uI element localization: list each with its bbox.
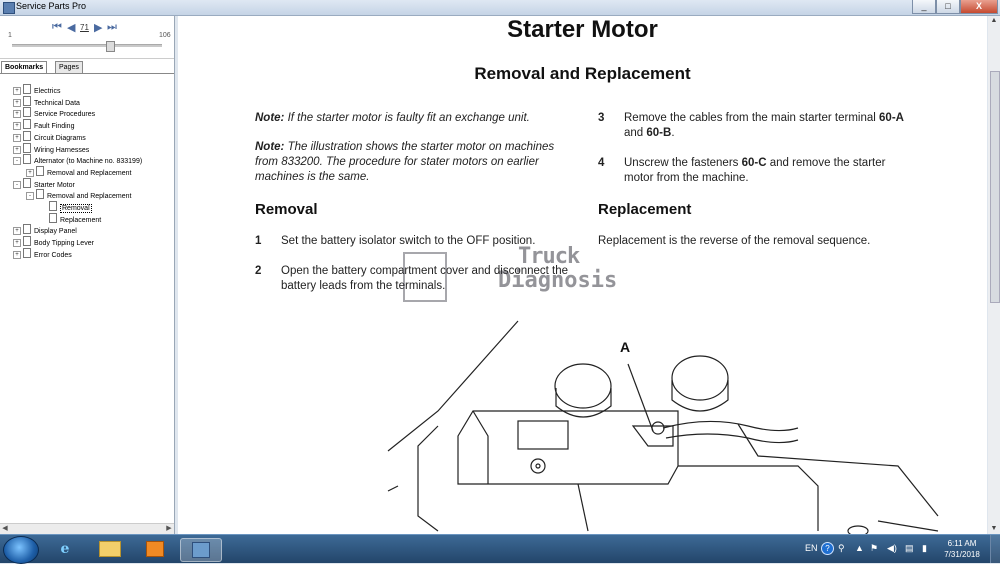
- app-icon: [3, 2, 15, 14]
- clock-time: 6:11 AM: [947, 539, 977, 548]
- min-page-label: 1: [8, 32, 12, 39]
- expand-icon[interactable]: +: [13, 110, 21, 118]
- tree-item[interactable]: [39, 201, 92, 212]
- tab-pages[interactable]: Pages: [55, 61, 83, 73]
- step-1: 1 Set the battery isolator switch to the OFF position.: [255, 235, 536, 247]
- previous-page-icon[interactable]: ◀: [67, 22, 76, 34]
- expand-icon[interactable]: +: [13, 251, 21, 259]
- show-desktop-button[interactable]: [990, 535, 1000, 563]
- last-page-icon[interactable]: ⏭: [107, 21, 117, 33]
- document-icon: [23, 107, 31, 117]
- tree-item-label: Fault Finding: [34, 123, 75, 131]
- expand-icon[interactable]: +: [26, 169, 34, 177]
- scroll-up-icon[interactable]: ▲: [990, 17, 998, 24]
- close-button[interactable]: X: [960, 0, 998, 14]
- watermark-line-2: Diagnosis: [498, 268, 618, 293]
- expand-icon[interactable]: +: [13, 122, 21, 130]
- tree-item-label: Error Codes: [34, 251, 72, 259]
- clock-date: 7/31/2018: [944, 550, 980, 559]
- replacement-text: Replacement is the reverse of the removal sequence.: [598, 235, 871, 247]
- start-button[interactable]: [3, 536, 39, 564]
- removal-heading: Removal: [255, 201, 318, 218]
- expand-icon[interactable]: +: [13, 227, 21, 235]
- tab-bookmarks[interactable]: Bookmarks: [1, 61, 47, 73]
- file-explorer-icon[interactable]: [90, 538, 130, 560]
- tree-item[interactable]: [13, 143, 89, 154]
- tree-item-label: Circuit Diagrams: [34, 134, 86, 142]
- navigation-panel: [0, 16, 175, 534]
- panel-tabs: [0, 61, 174, 74]
- tree-item-label: Removal and Replacement: [47, 169, 132, 177]
- watermark-line-1: Truck: [518, 244, 580, 269]
- tree-item[interactable]: [26, 166, 131, 177]
- next-page-icon[interactable]: ▶: [94, 22, 103, 34]
- expand-icon[interactable]: +: [13, 87, 21, 95]
- volume-icon[interactable]: ◀): [887, 543, 897, 553]
- tree-item-label: Removal and Replacement: [47, 193, 132, 201]
- media-player-icon[interactable]: [135, 538, 175, 560]
- first-page-icon[interactable]: ⏮: [52, 21, 62, 33]
- document-icon: [23, 131, 31, 141]
- document-icon: [23, 178, 31, 188]
- document-icon: [23, 96, 31, 106]
- expand-icon[interactable]: +: [13, 239, 21, 247]
- tree-item[interactable]: [13, 131, 86, 142]
- document-icon: [23, 224, 31, 234]
- tree-item-label: Display Panel: [34, 228, 77, 236]
- tree-item-label: Service Procedures: [34, 111, 96, 119]
- step-2: 2 Open the battery compartment cover and disconnect the battery leads from the terminals.: [255, 265, 569, 292]
- minimize-button[interactable]: _: [912, 0, 936, 14]
- step-3: 3 Remove the cables from the main starter terminal 60-A and 60-B.: [598, 112, 904, 139]
- document-icon: [23, 143, 31, 153]
- tree-item-label: Body Tipping Lever: [34, 240, 94, 248]
- document-icon: [36, 189, 44, 199]
- show-hidden-icons[interactable]: ▲: [855, 543, 864, 553]
- tree-item[interactable]: [13, 224, 77, 235]
- tree-item[interactable]: [13, 178, 75, 189]
- tray-tool-icon[interactable]: ⚲: [838, 543, 845, 553]
- document-view: [178, 16, 987, 534]
- current-page-number[interactable]: 71: [80, 23, 89, 32]
- scroll-right-icon[interactable]: ▶: [166, 525, 172, 532]
- watermark-logo: [403, 252, 447, 302]
- document-icon: [23, 236, 31, 246]
- action-center-icon[interactable]: ⚑: [870, 543, 879, 553]
- scroll-down-icon[interactable]: ▼: [990, 525, 998, 532]
- note-2: Note: The illustration shows the starter motor on machines from 833200. The procedure for stater motors on earlier machines is the same.: [255, 141, 555, 183]
- tree-item-label: Alternator (to Machine no. 833199): [34, 158, 143, 166]
- document-icon: [23, 154, 31, 164]
- network-icon[interactable]: ▤: [905, 543, 914, 553]
- window-title: Service Parts Pro: [16, 1, 87, 11]
- document-icon: [23, 248, 31, 258]
- document-vertical-scrollbar[interactable]: [988, 16, 1000, 534]
- help-icon[interactable]: ?: [821, 542, 834, 555]
- tree-item[interactable]: [13, 107, 95, 118]
- document-icon: [49, 213, 57, 223]
- collapse-icon[interactable]: -: [13, 157, 21, 165]
- starter-motor-illustration: [378, 316, 987, 534]
- document-icon: [36, 166, 44, 176]
- step-4: 4 Unscrew the fasteners 60-C and remove the starter motor from the machine.: [598, 157, 886, 184]
- note-1: Note: If the starter motor is faulty fit an exchange unit.: [255, 112, 530, 124]
- page-subtitle: Removal and Replacement: [474, 64, 691, 83]
- document-icon: [23, 84, 31, 94]
- tree-item-label: Removal: [62, 205, 90, 212]
- document-icon: [23, 119, 31, 129]
- title-bar: [0, 0, 1000, 16]
- tree-item[interactable]: [13, 96, 80, 107]
- scroll-left-icon[interactable]: ◀: [2, 525, 8, 532]
- tree-item[interactable]: [26, 189, 131, 200]
- system-clock[interactable]: [940, 538, 984, 560]
- replacement-heading: Replacement: [598, 201, 692, 218]
- tree-item[interactable]: [13, 84, 60, 95]
- tree-item-label: Technical Data: [34, 99, 80, 107]
- expand-icon[interactable]: +: [13, 146, 21, 154]
- service-parts-pro-taskbar-icon[interactable]: [180, 538, 222, 562]
- tree-item[interactable]: [13, 248, 72, 259]
- tree-item[interactable]: [13, 236, 94, 247]
- tree-item-label: Replacement: [60, 216, 102, 224]
- page-slider-thumb[interactable]: [106, 41, 115, 52]
- collapse-icon[interactable]: -: [26, 192, 34, 200]
- taskbar: [0, 534, 1000, 563]
- page-slider[interactable]: [12, 44, 162, 47]
- tree-item-label: Starter Motor: [34, 181, 75, 189]
- page-navigator: [0, 16, 174, 59]
- tree-item-label: Electrics: [34, 88, 61, 95]
- internet-explorer-icon[interactable]: e: [60, 541, 70, 557]
- maximize-button[interactable]: □: [936, 0, 960, 14]
- figure-label-a: A: [620, 339, 631, 355]
- expand-icon[interactable]: +: [13, 134, 21, 142]
- tree-item[interactable]: [13, 154, 142, 165]
- language-indicator[interactable]: EN: [805, 543, 818, 553]
- expand-icon[interactable]: +: [13, 99, 21, 107]
- tree-item[interactable]: [39, 213, 101, 224]
- power-icon[interactable]: ▮: [922, 543, 927, 553]
- page-title: Starter Motor: [507, 16, 658, 43]
- collapse-icon[interactable]: -: [13, 181, 21, 189]
- scrollbar-thumb[interactable]: [990, 71, 1000, 303]
- document-icon: [49, 201, 57, 211]
- tree-horizontal-scrollbar[interactable]: [0, 523, 174, 534]
- tree-item-label: Wiring Harnesses: [34, 146, 90, 154]
- tree-item[interactable]: [13, 119, 74, 130]
- max-page-label: 106: [159, 32, 171, 39]
